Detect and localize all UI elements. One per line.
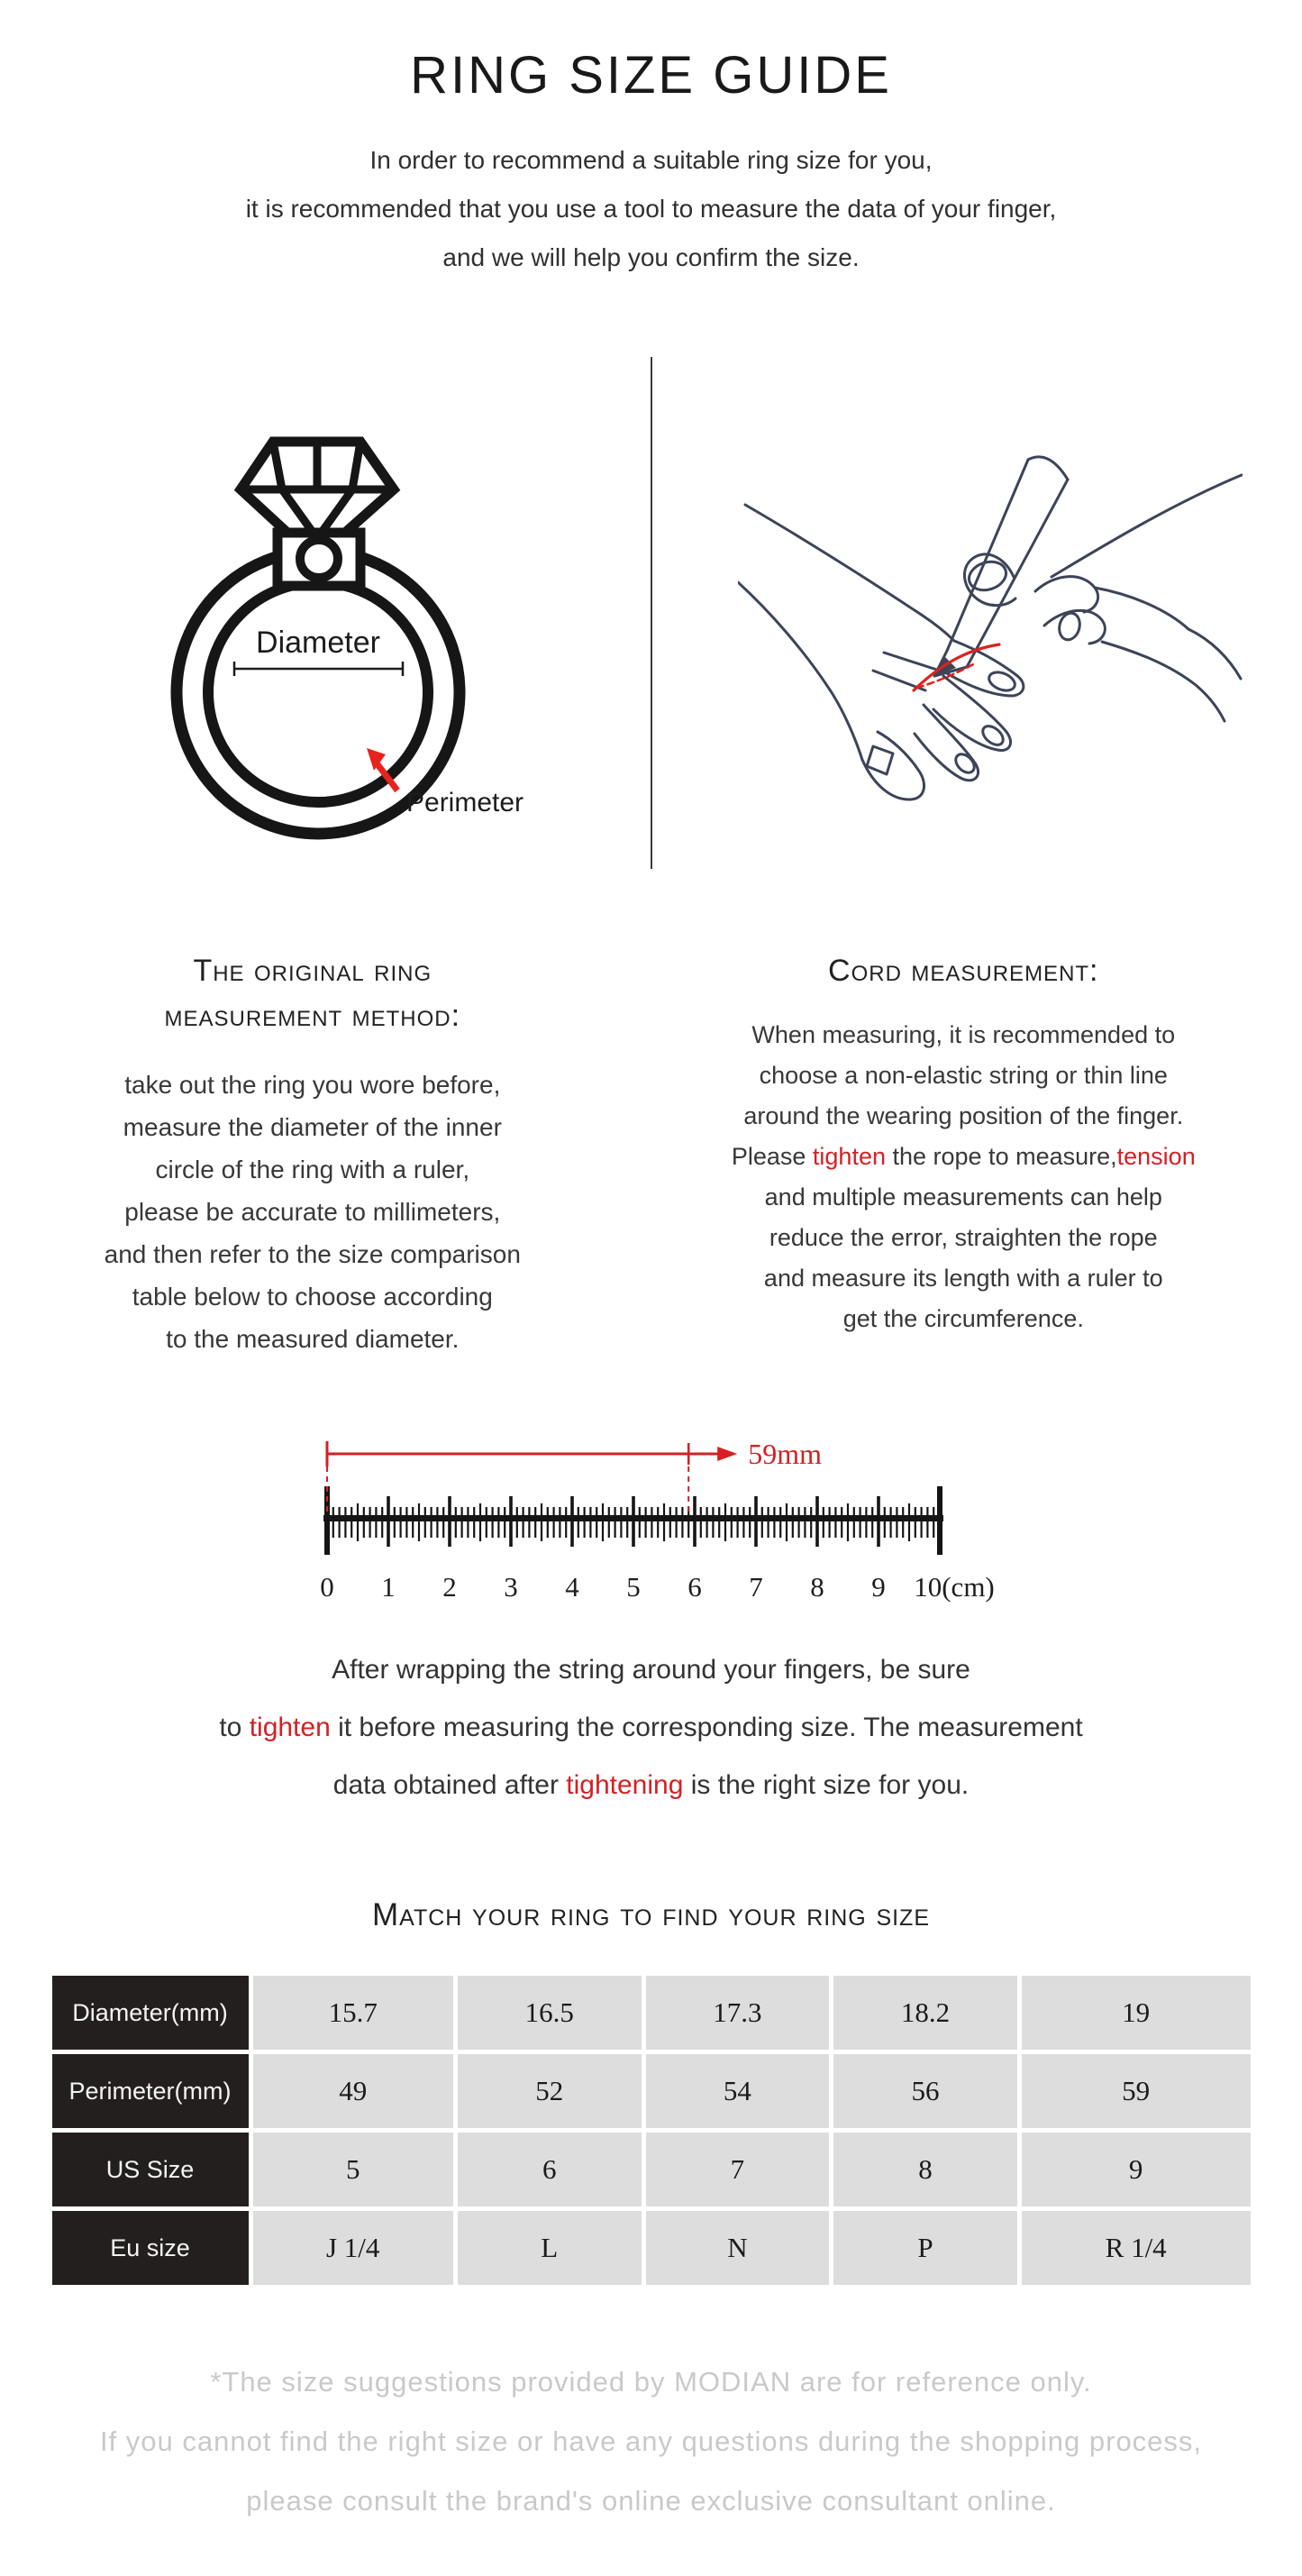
diameter-line — [234, 662, 403, 676]
ruler-end-cap — [937, 1486, 942, 1555]
text-line: circle of the ring with a ruler, — [155, 1156, 470, 1183]
text-line: and then refer to the size comparison — [104, 1240, 521, 1268]
original-method-text — [0, 1064, 625, 1360]
diameter-label: Diameter — [256, 626, 380, 660]
text-segment: Please — [731, 1143, 813, 1170]
measure-arrowhead-icon — [717, 1447, 737, 1461]
row-label-cell: Diameter(mm) — [52, 1976, 249, 2050]
text-line: In order to recommend a suitable ring size for you, — [369, 146, 933, 174]
size-value-cell: N — [646, 2211, 830, 2285]
text-line — [625, 1137, 1302, 1177]
text-line: *The size suggestions provided by MODIAN are for reference only. — [210, 2366, 1092, 2398]
ruler-tick-label: 9 — [870, 1571, 886, 1603]
ruler-tick-label: 2 — [442, 1571, 457, 1603]
text-line: If you cannot find the right size or have any questions during the shopping process, — [99, 2425, 1203, 2457]
page-title: RING SIZE GUIDE — [410, 46, 892, 105]
text-line — [625, 1015, 1302, 1055]
intro-paragraph — [0, 136, 1302, 282]
ruler-tick-label: 7 — [748, 1571, 763, 1603]
ring-illustration — [109, 422, 542, 872]
methods-section — [0, 948, 1302, 1360]
size-value-cell: 8 — [833, 2133, 1017, 2206]
ruler-section — [0, 1420, 1302, 1609]
text-segment: the rope to measure, — [885, 1143, 1117, 1170]
size-value-cell: 56 — [833, 2054, 1017, 2128]
hand-marking-illustration — [738, 449, 1243, 809]
row-label-cell: Perimeter(mm) — [52, 2054, 249, 2128]
highlighted-word: tighten — [812, 1143, 886, 1170]
text-segment: it before measuring the corresponding size. The measurement — [330, 1713, 1083, 1742]
ruler-tick-label: 3 — [503, 1571, 518, 1603]
text-segment: reduce the error, straighten the rope — [769, 1224, 1158, 1251]
text-line: table below to choose according — [132, 1283, 493, 1311]
text-segment: choose a non-elastic string or thin line — [759, 1062, 1168, 1089]
ruler-tick-label: 10(cm) — [913, 1571, 995, 1603]
text-segment: to — [219, 1713, 250, 1742]
text-line: it is recommended that you use a tool to measure the data of your finger, — [245, 195, 1057, 223]
original-method-heading: The original ring measurement method: — [164, 954, 461, 1033]
size-value-cell: 15.7 — [253, 1976, 453, 2050]
highlighted-word: tighten — [249, 1713, 331, 1742]
size-value-cell: 59 — [1022, 2054, 1251, 2128]
size-comparison-table — [48, 1971, 1255, 2289]
size-value-cell: J 1/4 — [253, 2211, 453, 2285]
text-line — [0, 1641, 1302, 1699]
text-segment: and measure its length with a ruler to — [763, 1265, 1163, 1292]
cord-method-text — [625, 1015, 1302, 1339]
hand-diagram-panel — [651, 332, 1302, 872]
text-line: please consult the brand's online exclusive consultant online. — [246, 2485, 1056, 2517]
highlighted-word: tightening — [566, 1770, 684, 1800]
text-line: to the measured diameter. — [166, 1325, 460, 1353]
size-value-cell: 16.5 — [458, 1976, 642, 2050]
text-line — [625, 1055, 1302, 1096]
highlighted-word: tension — [1116, 1143, 1196, 1170]
text-line — [0, 1757, 1302, 1814]
text-segment: get the circumference. — [842, 1305, 1084, 1332]
table-row — [52, 2211, 1251, 2285]
text-line — [625, 1299, 1302, 1339]
size-value-cell: R 1/4 — [1022, 2211, 1251, 2285]
text-segment: After wrapping the string around your fingers, be sure — [332, 1655, 970, 1685]
size-value-cell: 7 — [646, 2133, 830, 2206]
text-segment: When measuring, it is recommended to — [751, 1021, 1176, 1048]
ruler-tick-label: 4 — [564, 1571, 579, 1603]
table-row — [52, 2054, 1251, 2128]
ruler-tick-label: 0 — [319, 1571, 334, 1603]
ring-diagram-panel — [0, 332, 651, 872]
table-row — [52, 1976, 1251, 2050]
size-value-cell: 17.3 — [646, 1976, 830, 2050]
size-value-cell: P — [833, 2211, 1017, 2285]
after-ruler-paragraph — [0, 1641, 1302, 1814]
size-value-cell: 18.2 — [833, 1976, 1017, 2050]
measure-value-label: 59mm — [747, 1438, 822, 1470]
size-value-cell: 19 — [1022, 1976, 1251, 2050]
text-line: and we will help you confirm the size. — [442, 243, 860, 271]
ruler-illustration — [291, 1420, 1012, 1609]
size-table-heading: Match your ring to find your ring size — [371, 1897, 931, 1932]
size-value-cell: 52 — [458, 2054, 642, 2128]
left-hand-sketch — [738, 505, 1024, 799]
original-method-column — [0, 948, 625, 1360]
text-segment: data obtained after — [332, 1770, 567, 1800]
size-value-cell: 9 — [1022, 2133, 1251, 2206]
ruler-tick-label: 5 — [625, 1571, 641, 1603]
size-value-cell: L — [458, 2211, 642, 2285]
text-line — [625, 1218, 1302, 1258]
size-value-cell: 5 — [253, 2133, 453, 2206]
text-line — [625, 1258, 1302, 1299]
ruler-tick-label: 8 — [809, 1571, 824, 1603]
text-line — [625, 1177, 1302, 1218]
cord-method-heading: Cord measurement: — [828, 954, 1099, 988]
table-row — [52, 2133, 1251, 2206]
size-value-cell: 49 — [253, 2054, 453, 2128]
diagram-section — [0, 332, 1302, 872]
ruler-tick-label: 1 — [380, 1571, 396, 1603]
text-line — [625, 1096, 1302, 1137]
ruler-tick-label: 6 — [687, 1571, 702, 1603]
footer-note — [0, 2352, 1302, 2531]
perimeter-label: Perimeter — [406, 788, 524, 818]
text-line — [0, 1699, 1302, 1757]
row-label-cell: US Size — [52, 2133, 249, 2206]
size-value-cell: 6 — [458, 2133, 642, 2206]
text-line: measure the diameter of the inner — [123, 1113, 502, 1141]
ring-inner-circle — [208, 582, 428, 802]
cord-method-column — [625, 948, 1302, 1360]
size-value-cell: 54 — [646, 2054, 830, 2128]
row-label-cell: Eu size — [52, 2211, 249, 2285]
text-segment: around the wearing position of the finger. — [743, 1102, 1184, 1129]
right-hand-with-pen-sketch — [934, 457, 1242, 721]
text-line: take out the ring you wore before, — [124, 1071, 501, 1099]
vertical-divider — [651, 357, 652, 869]
text-segment: and multiple measurements can help — [764, 1183, 1162, 1210]
text-line: please be accurate to millimeters, — [124, 1198, 501, 1226]
text-segment: is the right size for you. — [683, 1770, 970, 1800]
